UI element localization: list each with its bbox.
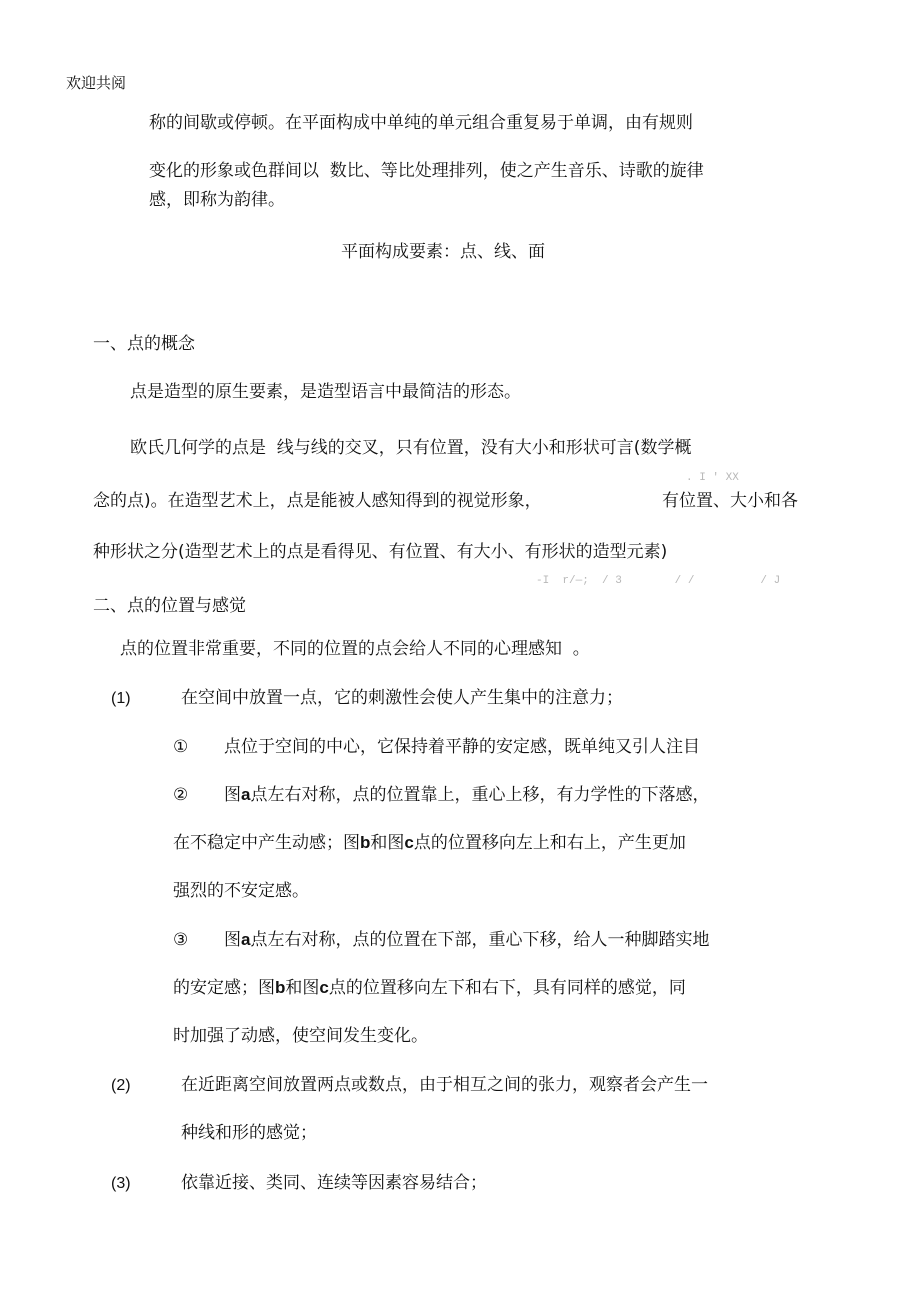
sub-3-line-2-e: 点的位置移向左下和右下，具有同样的感觉，同 xyxy=(328,978,686,998)
sub-3-line-2 xyxy=(173,977,686,999)
section-2-intro: 点的位置非常重要，不同的位置的点会给人不同的心理感知 。 xyxy=(120,639,590,659)
item-1-text: 在空间中放置一点，它的刺激性会使人产生集中的注意力； xyxy=(181,688,623,708)
sub-2-line-1-c: 点左右对称，点的位置靠上，重心上移，有力学性的下落感， xyxy=(250,785,710,805)
sub-3-marker: ③ xyxy=(173,930,189,950)
page-title: 平面构成要素：点、线、面 xyxy=(341,242,545,262)
intro-line-1: 称的间歇或停顿。在平面构成中单纯的单元组合重复易于单调，由有规则 xyxy=(149,113,693,133)
intro-line-2: 变化的形象或色群间以 数比、等比处理排列，使之产生音乐、诗歌的旋律 xyxy=(149,161,704,181)
sub-2-line-1 xyxy=(224,784,709,806)
sub-1-marker: ① xyxy=(173,737,189,757)
section-1-paragraph-3b: 有位置、大小和各 xyxy=(662,491,798,511)
sub-2-line-1-a: 图 xyxy=(224,785,241,805)
sub-2-line-2-b: b xyxy=(360,833,371,852)
sub-2-line-2 xyxy=(173,832,686,854)
scan-noise-2: -I r/—; / 3 / / / J xyxy=(536,575,781,587)
sub-2-line-2-d: c xyxy=(404,833,414,852)
sub-3-line-2-b: b xyxy=(275,978,286,997)
sub-3-line-1-a: 图 xyxy=(224,930,241,950)
sub-2-line-2-c: 和图 xyxy=(370,833,405,853)
section-1-paragraph-4: 种形状之分(造型艺术上的点是看得见、有位置、有大小、有形状的造型元素) xyxy=(93,542,668,562)
intro-line-3: 感，即称为韵律。 xyxy=(149,190,285,210)
section-2-heading: 二、点的位置与感觉 xyxy=(93,596,246,616)
sub-2-line-2-a: 在不稳定中产生动感；图 xyxy=(173,833,360,853)
sub-2-marker: ② xyxy=(173,785,189,805)
page-header: 欢迎共阅 xyxy=(66,74,127,92)
sub-2-line-1-b: a xyxy=(241,785,251,804)
sub-3-line-2-d: c xyxy=(319,978,329,997)
scan-noise-1: . I ' XX xyxy=(686,472,739,484)
item-2-label: (2) xyxy=(111,1077,131,1094)
sub-2-line-2-e: 点的位置移向左上和右上，产生更加 xyxy=(413,833,686,853)
sub-1-line-1: 点位于空间的中心，它保持着平静的安定感，既单纯又引人注目 xyxy=(224,737,700,757)
sub-3-line-1 xyxy=(224,929,709,951)
section-1-paragraph-1: 点是造型的原生要素，是造型语言中最简洁的形态。 xyxy=(130,382,521,402)
item-3-text: 依靠近接、类同、连续等因素容易结合； xyxy=(181,1173,487,1193)
sub-3-line-1-b: a xyxy=(241,930,251,949)
sub-3-line-3: 时加强了动感，使空间发生变化。 xyxy=(173,1026,428,1046)
section-1-paragraph-2: 欧氏几何学的点是 线与线的交叉，只有位置，没有大小和形状可言(数学概 xyxy=(130,438,692,458)
section-1-heading: 一、点的概念 xyxy=(93,334,195,354)
sub-3-line-2-a: 的安定感；图 xyxy=(173,978,275,998)
item-2-text-2: 种线和形的感觉； xyxy=(181,1123,317,1143)
section-1-paragraph-3a: 念的点)。在造型艺术上，点是能被人感知得到的视觉形象， xyxy=(93,491,542,511)
item-1-label: (1) xyxy=(111,690,131,707)
sub-2-line-3: 强烈的不安定感。 xyxy=(173,881,309,901)
sub-3-line-1-c: 点左右对称，点的位置在下部，重心下移，给人一种脚踏实地 xyxy=(250,930,710,950)
item-3-label: (3) xyxy=(111,1175,131,1192)
item-2-text: 在近距离空间放置两点或数点，由于相互之间的张力，观察者会产生一 xyxy=(181,1075,708,1095)
sub-3-line-2-c: 和图 xyxy=(285,978,320,998)
